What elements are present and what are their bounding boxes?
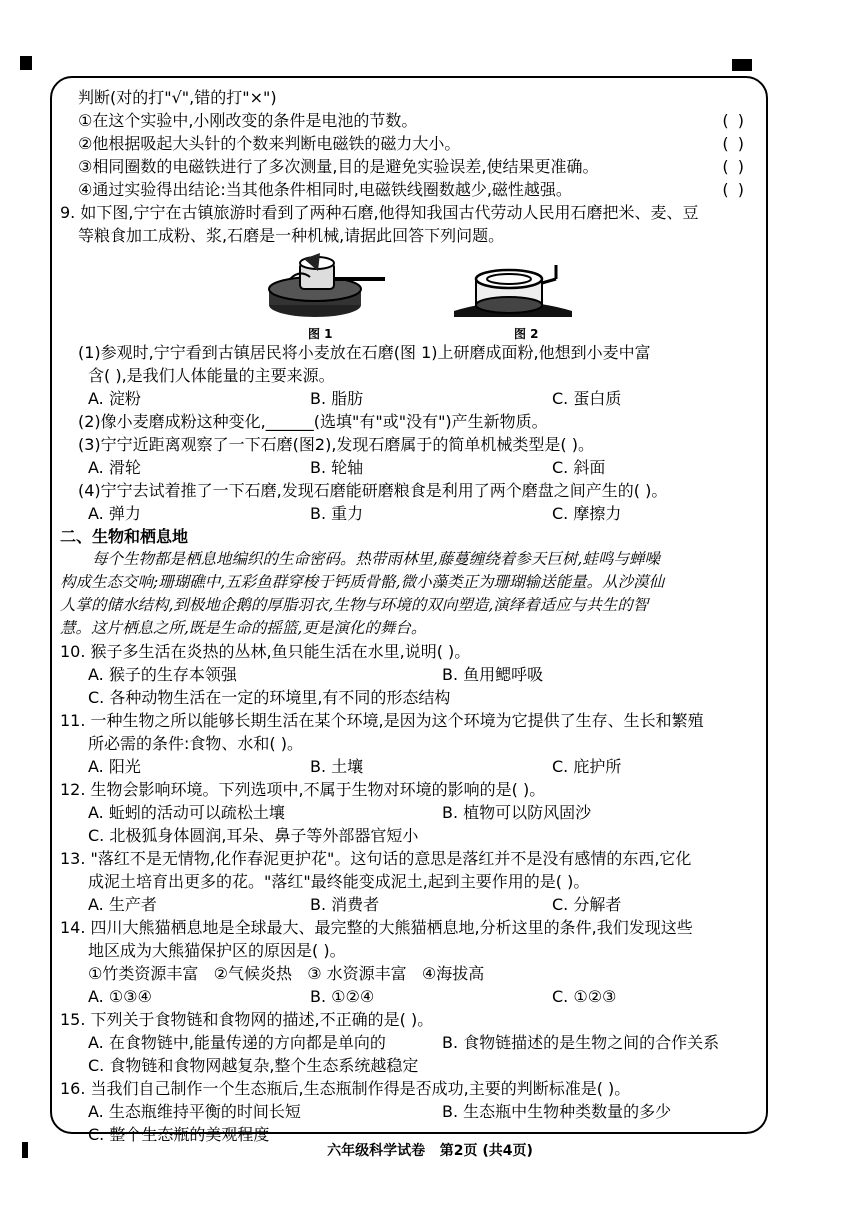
millstone-figure-1 bbox=[260, 249, 390, 323]
judge-item-2: ②他根据吸起大头针的个数来判断电磁铁的磁力大小。 ( ) bbox=[78, 134, 746, 153]
q16-option-c: C. 整个生态瓶的美观程度 bbox=[88, 1125, 270, 1144]
q12-options-ab bbox=[60, 801, 760, 824]
q16-options-ab bbox=[60, 1100, 760, 1123]
q9-part1-options bbox=[60, 387, 760, 410]
option-a: A. 生态瓶维持平衡的时间长短 bbox=[88, 1102, 301, 1121]
q13-stem-line1: 13. "落红不是无情物,化作春泥更护花"。这句话的意思是落红并不是没有感情的东西,它化 bbox=[60, 849, 692, 868]
option-b: B. 鱼用鳃呼吸 bbox=[442, 665, 544, 684]
option-a: A. 在食物链中,能量传递的方向都是单向的 bbox=[88, 1033, 386, 1052]
figure-1-label: 图 1 bbox=[308, 327, 333, 341]
option-a: A. 弹力 bbox=[88, 504, 141, 523]
q9-figures bbox=[60, 247, 760, 341]
q9-part3-options bbox=[60, 456, 760, 479]
page-footer: 六年级科学试卷 第2页 (共4页) bbox=[327, 1143, 533, 1159]
registration-mark-top-left bbox=[20, 56, 32, 70]
q11-stem-line2: 所必需的条件:食物、水和( )。 bbox=[88, 734, 303, 753]
q10-option-c: C. 各种动物生活在一定的环境里,有不同的形态结构 bbox=[88, 688, 451, 707]
q9-part1-line2: 含( ),是我们人体能量的主要来源。 bbox=[88, 366, 335, 385]
q15-option-c: C. 食物链和食物网越复杂,整个生态系统越稳定 bbox=[88, 1056, 419, 1075]
option-b: B. 生态瓶中生物种类数量的多少 bbox=[442, 1102, 672, 1121]
q9-part2: (2)像小麦磨成粉这种变化,______(选填"有"或"没有")产生新物质。 bbox=[78, 412, 548, 431]
option-b: B. 土壤 bbox=[310, 757, 364, 776]
q14-conditions: ①竹类资源丰富 ②气候炎热 ③ 水资源丰富 ④海拔高 bbox=[88, 964, 485, 983]
q9-part1-line1: (1)参观时,宁宁看到古镇居民将小麦放在石磨(图 1)上研磨成面粉,他想到小麦中富 bbox=[78, 343, 651, 362]
passage-line: 每个生物都是栖息地编织的生命密码。热带雨林里,藤蔓缠绕着参天巨树,蛙鸣与蝉噪 bbox=[92, 550, 660, 568]
option-c: C. 庇护所 bbox=[552, 757, 622, 776]
passage-line: 慧。这片栖息之所,既是生命的摇篮,更是演化的舞台。 bbox=[60, 619, 427, 637]
judge-item-4: ④通过实验得出结论:当其他条件相同时,电磁铁线圈数越少,磁性越强。 ( ) bbox=[78, 180, 746, 199]
option-a: A. 生产者 bbox=[88, 895, 157, 914]
page-content bbox=[60, 86, 760, 1146]
option-a: A. 蚯蚓的活动可以疏松土壤 bbox=[88, 803, 285, 822]
option-a: A. 滑轮 bbox=[88, 458, 141, 477]
q9-stem-line2: 等粮食加工成粉、浆,石磨是一种机械,请据此回答下列问题。 bbox=[78, 226, 505, 245]
section-2-title: 二、生物和栖息地 bbox=[60, 527, 189, 546]
q13-stem-line2: 成泥土培育出更多的花。"落红"最终能变成泥土,起到主要作用的是( )。 bbox=[88, 872, 590, 891]
figure-2-label: 图 2 bbox=[514, 327, 539, 341]
option-c: C. 分解者 bbox=[552, 895, 622, 914]
q15-options-ab bbox=[60, 1031, 760, 1054]
option-c: C. 摩擦力 bbox=[552, 504, 622, 523]
option-b: B. 植物可以防风固沙 bbox=[442, 803, 592, 822]
q14-options bbox=[60, 985, 760, 1008]
q14-stem-line2: 地区成为大熊猫保护区的原因是( )。 bbox=[88, 941, 346, 960]
judge-item-1: ①在这个实验中,小刚改变的条件是电池的节数。 ( ) bbox=[78, 111, 746, 130]
option-b: B. 脂肪 bbox=[310, 389, 364, 408]
option-c: C. ①②③ bbox=[552, 987, 617, 1006]
q9-part4: (4)宁宁去试着推了一下石磨,发现石磨能研磨粮食是利用了两个磨盘之间产生的( )。 bbox=[78, 481, 668, 500]
registration-mark-top-right bbox=[732, 59, 752, 71]
q15-stem: 15. 下列关于食物链和食物网的描述,不正确的是( )。 bbox=[60, 1010, 434, 1029]
judge-item-3: ③相同圈数的电磁铁进行了多次测量,目的是避免实验误差,使结果更准确。 ( ) bbox=[78, 157, 746, 176]
q13-options bbox=[60, 893, 760, 916]
option-b: B. 消费者 bbox=[310, 895, 380, 914]
option-a: A. ①③④ bbox=[88, 987, 152, 1006]
q12-option-c: C. 北极狐身体圆润,耳朵、鼻子等外部器官短小 bbox=[88, 826, 419, 845]
section-2-passage bbox=[60, 548, 760, 640]
option-b: B. 重力 bbox=[310, 504, 364, 523]
option-b: B. 轮轴 bbox=[310, 458, 364, 477]
option-a: A. 阳光 bbox=[88, 757, 141, 776]
q11-options bbox=[60, 755, 760, 778]
option-a: A. 淀粉 bbox=[88, 389, 141, 408]
option-a: A. 猴子的生存本领强 bbox=[88, 665, 237, 684]
option-b: B. 食物链描述的是生物之间的合作关系 bbox=[442, 1033, 720, 1052]
q9-part4-options bbox=[60, 502, 760, 525]
q11-stem-line1: 11. 一种生物之所以能够长期生活在某个环境,是因为这个环境为它提供了生存、生长和繁殖 bbox=[60, 711, 704, 730]
judge-header: 判断(对的打"√",错的打"×") bbox=[78, 88, 277, 107]
q9-part3: (3)宁宁近距离观察了一下石磨(图2),发现石磨属于的简单机械类型是( )。 bbox=[78, 435, 594, 454]
q12-stem: 12. 生物会影响环境。下列选项中,不属于生物对环境的影响的是( )。 bbox=[60, 780, 546, 799]
millstone-figure-2 bbox=[452, 253, 582, 323]
q14-stem-line1: 14. 四川大熊猫栖息地是全球最大、最完整的大熊猫栖息地,分析这里的条件,我们发现这些 bbox=[60, 918, 693, 937]
passage-line: 构成生态交响;珊瑚礁中,五彩鱼群穿梭于钙质骨骼,微小藻类正为珊瑚输送能量。从沙漠仙 bbox=[60, 573, 665, 591]
q16-stem: 16. 当我们自己制作一个生态瓶后,生态瓶制作得是否成功,主要的判断标准是( )。 bbox=[60, 1079, 631, 1098]
passage-line: 人掌的储水结构,到极地企鹅的厚脂羽衣,生物与环境的双向塑造,演绎着适应与共生的智 bbox=[60, 596, 649, 614]
option-b: B. ①②④ bbox=[310, 987, 375, 1006]
q9-stem-line1: 9. 如下图,宁宁在古镇旅游时看到了两种石磨,他得知我国古代劳动人民用石磨把米、麦、豆 bbox=[60, 203, 699, 222]
option-c: C. 斜面 bbox=[552, 458, 606, 477]
option-c: C. 蛋白质 bbox=[552, 389, 622, 408]
q10-options-ab bbox=[60, 663, 760, 686]
q10-stem: 10. 猴子多生活在炎热的丛林,鱼只能生活在水里,说明( )。 bbox=[60, 642, 471, 661]
